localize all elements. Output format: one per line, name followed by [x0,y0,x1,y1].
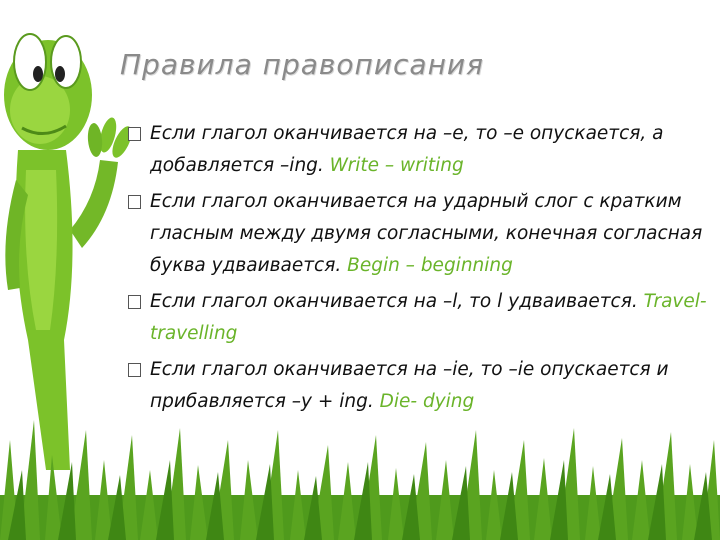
rule-text: Если глагол оканчивается на –ie, то –ie опускается и прибавляется –y + ing. [150,359,669,412]
square-bullet-icon [128,127,141,141]
square-bullet-icon [128,195,141,209]
rule-text: Если глагол оканчивается на –е, то –е опускается, а добавляется –ing. [150,123,664,176]
slide-title: Правила правописания [120,48,484,81]
rule-example: Travel-travelling [150,291,707,344]
rules-list [128,118,713,422]
rule-item-2 [128,186,713,282]
rule-text: Если глагол оканчивается на ударный слог с кратким гласным между двумя согласными, конечная согласная буква удваивается. [150,191,703,276]
rule-example: Write – writing [329,155,464,176]
square-bullet-icon [128,295,141,309]
rule-item-4 [128,354,713,418]
rule-example: Die- dying [379,391,475,412]
square-bullet-icon [128,363,141,377]
rule-text: Если глагол оканчивается на –l, то l удваивается. [150,291,644,312]
rule-item-3 [128,286,713,350]
rule-item-1 [128,118,713,182]
rule-example: Begin – beginning [347,255,513,276]
